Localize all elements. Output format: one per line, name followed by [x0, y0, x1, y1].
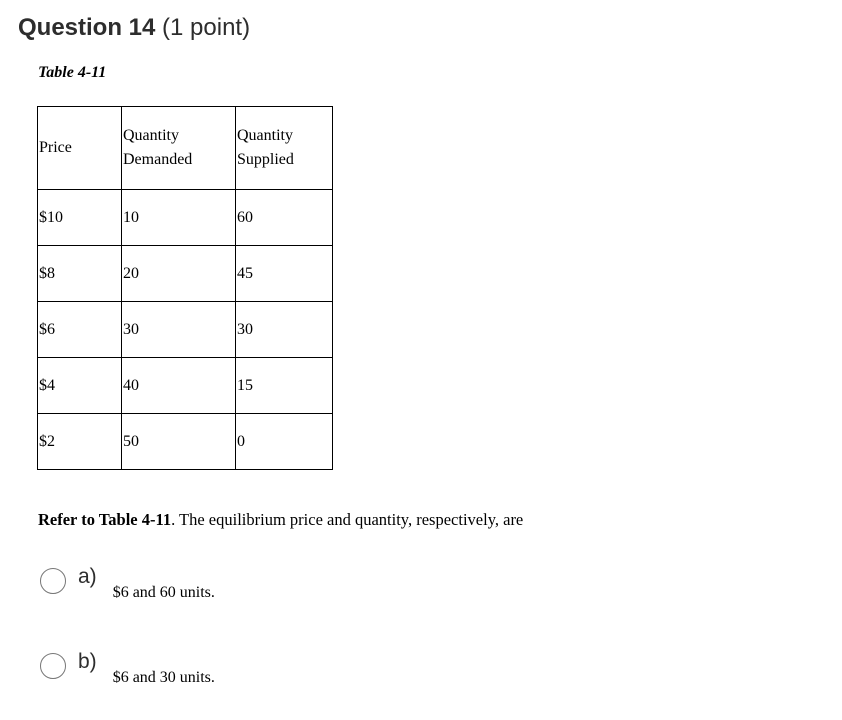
cell-quantity-demanded: 20 [122, 246, 236, 302]
cell-quantity-demanded: 40 [122, 358, 236, 414]
cell-price: $4 [38, 358, 122, 414]
option-text-a: $6 and 60 units. [112, 584, 215, 601]
table-row [38, 302, 333, 358]
cell-quantity-supplied: 30 [236, 302, 333, 358]
question-points: (1 point) [162, 14, 251, 41]
question-title [18, 14, 250, 42]
answer-option-a[interactable] [40, 565, 215, 602]
option-text-b: $6 and 30 units. [112, 669, 215, 686]
radio-button-a[interactable] [40, 568, 66, 594]
cell-price: $2 [38, 414, 122, 470]
question-number: Question 14 [18, 14, 156, 41]
answer-option-b[interactable] [40, 650, 215, 687]
table-row [38, 190, 333, 246]
cell-quantity-supplied: 15 [236, 358, 333, 414]
option-letter-a: a) [78, 565, 97, 588]
table-reference: Refer to Table 4-11 [38, 510, 172, 529]
radio-button-b[interactable] [40, 653, 66, 679]
cell-quantity-supplied: 0 [236, 414, 333, 470]
cell-price: $6 [38, 302, 122, 358]
table-row [38, 246, 333, 302]
cell-quantity-demanded: 50 [122, 414, 236, 470]
prompt-text: . The equilibrium price and quantity, respectively, are [171, 510, 524, 529]
cell-price: $8 [38, 246, 122, 302]
cell-quantity-supplied: 45 [236, 246, 333, 302]
header-quantity-supplied: Quantity Supplied [236, 107, 333, 190]
table-row [38, 358, 333, 414]
table-header-row [38, 107, 333, 190]
cell-quantity-demanded: 10 [122, 190, 236, 246]
table-row [38, 414, 333, 470]
supply-demand-table [37, 106, 333, 470]
cell-quantity-demanded: 30 [122, 302, 236, 358]
option-letter-b: b) [78, 650, 97, 673]
header-price: Price [38, 107, 122, 190]
question-prompt [38, 510, 523, 530]
cell-quantity-supplied: 60 [236, 190, 333, 246]
cell-price: $10 [38, 190, 122, 246]
table-caption: Table 4-11 [38, 64, 107, 81]
header-quantity-demanded: Quantity Demanded [122, 107, 236, 190]
